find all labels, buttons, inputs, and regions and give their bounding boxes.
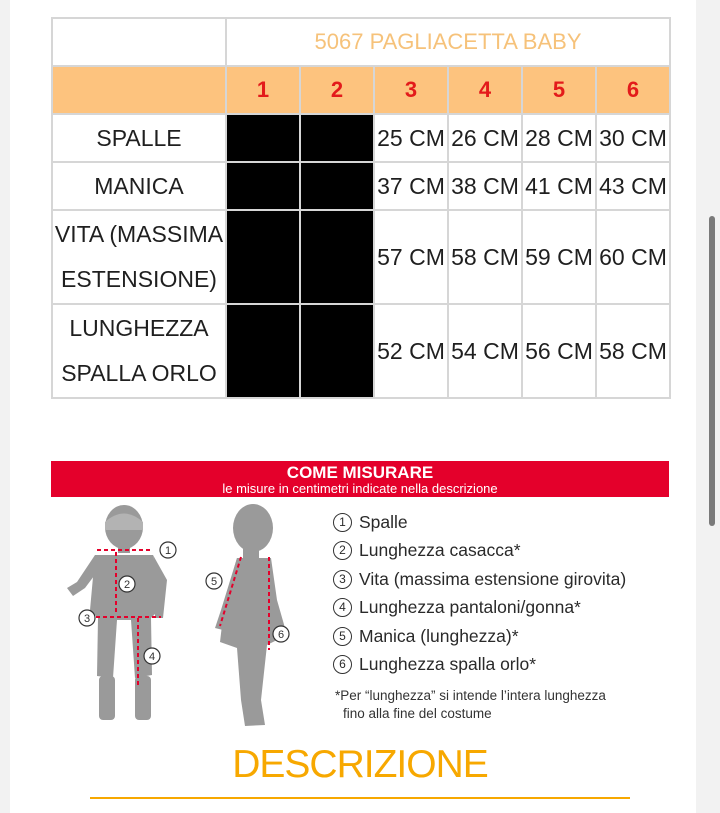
table-cell: 43 CM (596, 162, 670, 210)
table-cell: 28 CM (522, 114, 596, 162)
measure-legend (333, 508, 673, 679)
size-header: 5 (522, 66, 596, 114)
table-row (52, 304, 670, 398)
table-corner-cell (52, 18, 226, 66)
legend-item (333, 622, 673, 651)
legend-number: 6 (333, 655, 352, 674)
length-note (335, 687, 675, 723)
legend-item (333, 594, 673, 623)
marker: 1 (164, 545, 172, 557)
marker: 3 (83, 613, 91, 625)
size-header-empty (52, 66, 226, 114)
size-header: 3 (374, 66, 448, 114)
row-label: LUNGHEZZA SPALLA ORLO (52, 304, 226, 398)
marker: 6 (277, 629, 285, 641)
size-header: 6 (596, 66, 670, 114)
row-label: SPALLE (52, 114, 226, 162)
marker: 5 (210, 576, 218, 588)
table-cell: 60 CM (596, 210, 670, 304)
row-label: MANICA (52, 162, 226, 210)
measure-heading: COME MISURARE (286, 463, 434, 482)
table-cell: 26 CM (448, 114, 522, 162)
size-header: 4 (448, 66, 522, 114)
table-cell: 56 CM (522, 304, 596, 398)
row-label: VITA (MASSIMA ESTENSIONE) (52, 210, 226, 304)
measure-subheading: le misure in centimetri indicate nella descrizione (222, 481, 498, 496)
redacted-cell (226, 304, 300, 398)
legend-item (333, 508, 673, 537)
table-cell: 37 CM (374, 162, 448, 210)
note-line: *Per “lunghezza” si intende l’intera lunghezza (335, 688, 606, 703)
legend-text: Lunghezza pantaloni/gonna* (359, 597, 581, 618)
scrollbar[interactable] (709, 216, 715, 526)
redacted-cell (226, 114, 300, 162)
legend-number: 1 (333, 513, 352, 532)
legend-text: Spalle (359, 511, 408, 532)
size-header: 1 (226, 66, 300, 114)
measure-banner (51, 461, 669, 497)
legend-text: Lunghezza casacca* (359, 540, 521, 561)
legend-item (333, 651, 673, 680)
redacted-cell (300, 210, 374, 304)
legend-item (333, 537, 673, 566)
table-cell: 59 CM (522, 210, 596, 304)
legend-number: 4 (333, 598, 352, 617)
redacted-cell (226, 162, 300, 210)
legend-item (333, 565, 673, 594)
redacted-cell (300, 304, 374, 398)
table-cell: 57 CM (374, 210, 448, 304)
size-header: 2 (300, 66, 374, 114)
legend-text: Lunghezza spalla orlo* (359, 654, 537, 675)
description-heading: DESCRIZIONE (232, 743, 488, 786)
legend-text: Manica (lunghezza)* (359, 625, 519, 646)
legend-number: 2 (333, 541, 352, 560)
note-line: fino alla fine del costume (343, 706, 492, 721)
size-header-row (52, 66, 670, 114)
size-table (51, 17, 671, 399)
table-cell: 54 CM (448, 304, 522, 398)
legend-text: Vita (massima estensione girovita) (359, 568, 627, 589)
measurement-figures (55, 500, 305, 740)
redacted-cell (226, 210, 300, 304)
table-row (52, 114, 670, 162)
marker: 4 (148, 651, 156, 663)
legend-number: 3 (333, 570, 352, 589)
table-cell: 52 CM (374, 304, 448, 398)
table-row (52, 162, 670, 210)
table-cell: 58 CM (596, 304, 670, 398)
marker: 2 (123, 579, 131, 591)
table-row (52, 210, 670, 304)
redacted-cell (300, 114, 374, 162)
table-title: 5067 PAGLIACETTA BABY (226, 18, 670, 66)
redacted-cell (300, 162, 374, 210)
table-cell: 30 CM (596, 114, 670, 162)
legend-number: 5 (333, 627, 352, 646)
child-side-figure (215, 504, 287, 726)
description-divider (90, 797, 630, 799)
table-cell: 58 CM (448, 210, 522, 304)
table-cell: 41 CM (522, 162, 596, 210)
table-cell: 25 CM (374, 114, 448, 162)
table-cell: 38 CM (448, 162, 522, 210)
